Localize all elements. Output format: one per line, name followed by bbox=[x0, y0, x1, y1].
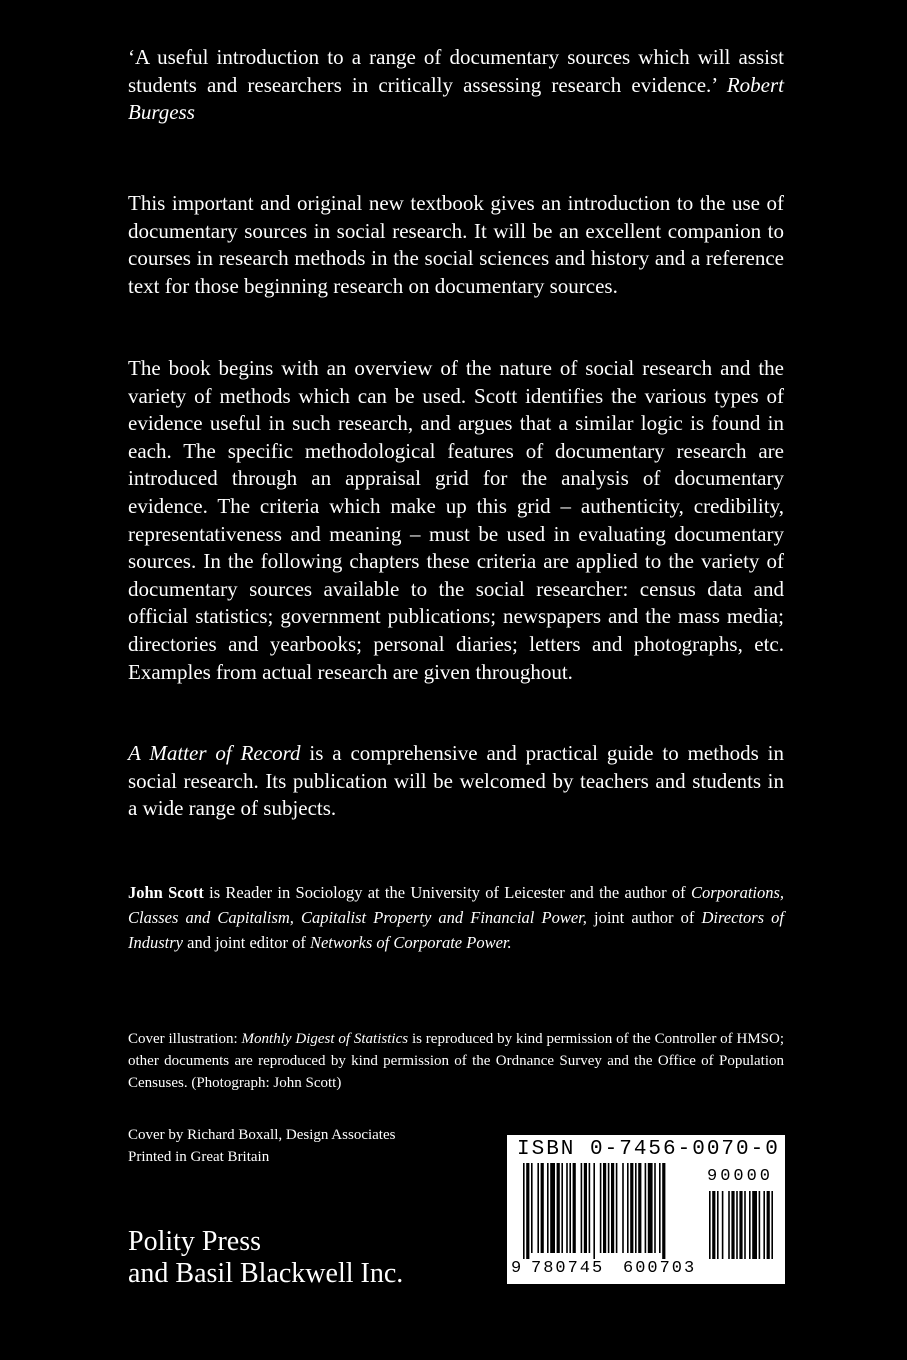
credits bbox=[128, 1124, 498, 1168]
barcode-bar bbox=[550, 1163, 555, 1253]
barcode-bar bbox=[648, 1163, 653, 1253]
addon-bar bbox=[731, 1191, 734, 1259]
quote-author: Robert Burgess bbox=[128, 72, 784, 125]
description-paragraph-3 bbox=[128, 740, 784, 823]
addon-bar bbox=[752, 1191, 757, 1259]
book-title: A Matter of Record bbox=[128, 741, 301, 765]
barcode-bar bbox=[630, 1163, 633, 1253]
barcode-bar bbox=[523, 1163, 525, 1259]
addon-bar bbox=[728, 1191, 730, 1259]
credit-cover-design: Cover by Richard Boxall, Design Associates bbox=[128, 1127, 396, 1143]
barcode-bar bbox=[566, 1163, 568, 1253]
cover-note-lead: Cover illustration: bbox=[128, 1031, 238, 1047]
barcode-bar bbox=[654, 1163, 656, 1253]
barcode-bar bbox=[659, 1163, 661, 1253]
barcode-bar bbox=[561, 1163, 563, 1253]
barcode-bar bbox=[622, 1163, 624, 1253]
publisher-line-2: and Basil Blackwell Inc. bbox=[128, 1258, 404, 1289]
barcode-digits-left: 780745 bbox=[531, 1259, 605, 1278]
description-paragraph-1: This important and original new textbook gives an introduction to the use of documentary sources in social research. It will be an excellent companion to courses in research methods in the social sciences and history and a reference text for those beginning research on documentary sources. bbox=[128, 191, 784, 298]
author-bio-text-3: and joint editor of bbox=[187, 933, 306, 952]
review-quote bbox=[128, 44, 784, 127]
barcode-bar bbox=[589, 1163, 591, 1253]
cover-illustration-note bbox=[128, 1028, 784, 1094]
barcode-bar bbox=[638, 1163, 641, 1253]
barcode-bar bbox=[616, 1163, 618, 1253]
author-name: John Scott bbox=[128, 883, 204, 902]
author-bio bbox=[128, 880, 784, 955]
author-book-4: Networks of Corporate Power. bbox=[309, 933, 512, 952]
barcode-bar bbox=[608, 1163, 610, 1253]
barcode-bar bbox=[557, 1163, 560, 1253]
barcode-bar bbox=[537, 1163, 539, 1253]
addon-bar bbox=[744, 1191, 746, 1259]
barcode-digit-lead: 9 bbox=[511, 1259, 522, 1278]
addon-bar bbox=[709, 1191, 711, 1259]
barcode-bar bbox=[593, 1163, 595, 1259]
barcode-bar bbox=[541, 1163, 544, 1253]
barcode-addon-digits: 90000 bbox=[707, 1167, 774, 1186]
publisher-line-1: Polity Press bbox=[128, 1226, 262, 1257]
quote-text: ‘A useful introduction to a range of documentary sources which will assist students and researchers in critically assessing research evidence.’ bbox=[128, 45, 784, 97]
addon-bar bbox=[771, 1191, 773, 1259]
barcode-bar bbox=[581, 1163, 583, 1253]
isbn-number: ISBN 0-7456-0070-0 bbox=[517, 1138, 780, 1161]
barcode-bar bbox=[584, 1163, 587, 1253]
cover-note-text: is reproduced by kind permission of the Controller of HMSO; other documents are reproduced by kind permission of the Ordnance Survey and the Office of Population Censuses. (Photograph: John Scott) bbox=[128, 1031, 785, 1091]
barcode-bar bbox=[600, 1163, 602, 1253]
addon-bar bbox=[739, 1191, 742, 1259]
barcode-bar bbox=[547, 1163, 549, 1253]
addon-bar bbox=[722, 1191, 724, 1259]
author-book-3: Directors of Industry bbox=[128, 908, 785, 952]
barcode-bar bbox=[611, 1163, 614, 1253]
addon-bar bbox=[736, 1191, 738, 1259]
barcode-bar bbox=[645, 1163, 647, 1253]
barcode-bar bbox=[635, 1163, 637, 1253]
author-book-2: Capitalist Property and Financial Power, bbox=[301, 908, 587, 927]
barcode-digits bbox=[511, 1259, 709, 1278]
addon-bar bbox=[749, 1191, 751, 1259]
description-paragraph-2: The book begins with an overview of the nature of social research and the variety of methods which can be used. Scott identifies the various types of evidence useful in such research, and argues that a similar logic is found in each. The specific methodological features of documentary research are introduced through an appraisal grid for the analysis of documentary evidence. The criteria which make up this grid – authenticity, credibility, representativeness and meaning – must be used in evaluating documentary sources. In the following chapters these criteria are applied to the variety of documentary sources available to the social researcher: census data and official statistics; government publications; newspapers and the mass media; directories and yearbooks; personal diaries; letters and photographs, etc. Examples from actual research are given throughout. bbox=[128, 356, 784, 684]
addon-bar bbox=[767, 1191, 770, 1259]
barcode-bar bbox=[526, 1163, 529, 1259]
barcode-bar bbox=[573, 1163, 576, 1253]
barcode-bar bbox=[531, 1163, 533, 1253]
addon-bar bbox=[712, 1191, 715, 1259]
author-book-1: Corporations, Classes and Capitalism, bbox=[128, 883, 785, 927]
barcode-bar bbox=[603, 1163, 606, 1253]
author-bio-text-2: joint author of bbox=[593, 908, 695, 927]
barcode-bar bbox=[569, 1163, 571, 1253]
publisher bbox=[128, 1226, 403, 1290]
credit-printed: Printed in Great Britain bbox=[128, 1149, 270, 1165]
barcode-bar bbox=[627, 1163, 629, 1253]
addon-bar bbox=[763, 1191, 765, 1259]
barcode-bar bbox=[662, 1163, 665, 1259]
addon-bar bbox=[759, 1191, 761, 1259]
isbn-barcode bbox=[507, 1135, 785, 1284]
author-bio-text-1: is Reader in Sociology at the University of Leicester and the author of bbox=[209, 883, 686, 902]
barcode-digits-right: 600703 bbox=[623, 1259, 697, 1278]
addon-bar bbox=[717, 1191, 719, 1259]
cover-note-title: Monthly Digest of Statistics bbox=[241, 1031, 409, 1047]
paragraph-3-text: is a comprehensive and practical guide to methods in social research. Its publication will be welcomed by teachers and students in a wide range of subjects. bbox=[128, 741, 784, 821]
